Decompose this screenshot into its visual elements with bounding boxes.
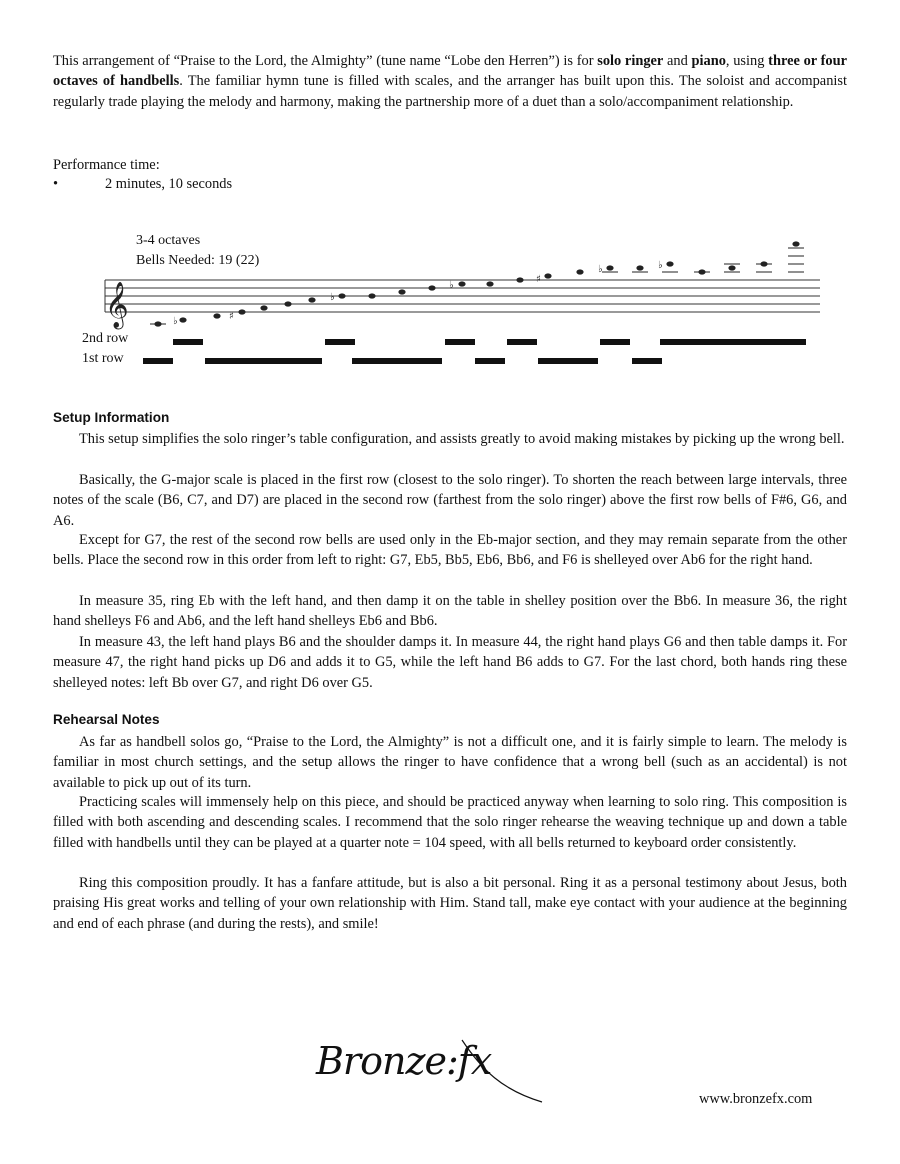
bell-chart	[80, 230, 820, 380]
logo-text: Bronze:fx	[316, 1039, 492, 1083]
rehearsal-paragraph-3: Ring this composition proudly. It has a fanfare attitude, but is also a bit personal. Ring it as a personal testimony about Jesus, both praising His great works and telling of your own relationship with Him. Stand tall, make eye contact with your audience at the beginning and end of each phrase (and during the rests), and smile!	[53, 875, 847, 932]
rehearsal-paragraph-1: As far as handbell solos go, “Praise to the Lord, the Almighty” is not a difficult one, and it is fairly simple to learn. The melody is familiar in most church settings, and the setup allows the ringer to have confidence that a wrong bell (such as an accidental) is not available to pick up out of its turn.	[53, 734, 847, 791]
bells-needed-label: Bells Needed: 19 (22)	[136, 253, 260, 268]
note	[792, 241, 799, 246]
website-url: www.bronzefx.com	[699, 1091, 813, 1107]
row2-bar	[445, 339, 475, 345]
intro-text-4: . The familiar hymn tune is filled with scales, and the arranger has built upon this. The soloist and accompanist regularly trade playing the melody and harmony, making the partnership more of a duet than a solo/accompaniment relationship.	[53, 73, 847, 110]
row2-bar	[600, 339, 630, 345]
note	[606, 265, 613, 270]
sharp-icon: ♯	[536, 274, 541, 285]
note	[576, 269, 583, 274]
row1-bar	[475, 358, 505, 364]
note	[260, 305, 267, 310]
setup-paragraph-3: Except for G7, the rest of the second row bells are used only in the Eb-major section, and they may remain separate from the other bells. Place the second row in this order from left to right: G7, Eb5, Bb5, Eb6, Bb6, and F6 is shelleyed over Ab6 for the right hand.	[53, 532, 847, 569]
row1-bar	[205, 358, 322, 364]
flat-icon: ♭	[173, 316, 178, 327]
flat-icon: ♭	[598, 264, 603, 275]
note	[179, 317, 186, 322]
row1-bar	[632, 358, 662, 364]
setup-paragraph-4: In measure 35, ring Eb with the left hand, and then damp it on the table in shelley position over the Bb6. In measure 36, the right hand shelleys F6 and Ab6, and the left hand shelleys Eb6 and Bb6.	[53, 593, 847, 630]
row2-bar	[660, 339, 806, 345]
note	[284, 301, 291, 306]
intro-text-1: This arrangement of “Praise to the Lord, the Almighty” (tune name “Lobe den Herren”) is for	[53, 53, 598, 69]
flat-icon: ♭	[330, 292, 335, 303]
row2-bar	[325, 339, 355, 345]
note	[368, 293, 375, 298]
note	[458, 281, 465, 286]
row2-bars	[173, 339, 806, 345]
intro-bold-octaves: three or four octaves of handbells	[53, 53, 847, 90]
performance-label: Performance time:	[53, 157, 160, 173]
note	[338, 293, 345, 298]
note	[213, 313, 220, 318]
row1-bar	[538, 358, 598, 364]
staff-diagram	[80, 230, 820, 380]
sharp-icon: ♯	[229, 311, 234, 322]
row2-bar	[507, 339, 537, 345]
row1-label: 1st row	[82, 351, 124, 366]
note	[398, 289, 405, 294]
bronzefx-logo	[312, 1030, 552, 1110]
flat-icon: ♭	[449, 280, 454, 291]
note	[308, 297, 315, 302]
row2-label: 2nd row	[82, 331, 129, 346]
note	[486, 281, 493, 286]
note	[728, 265, 735, 270]
performance-time: 2 minutes, 10 seconds	[105, 176, 233, 192]
row1-bars	[143, 358, 662, 364]
intro-bold-solo-ringer: solo ringer	[597, 53, 664, 69]
intro-text-2: and	[663, 53, 692, 69]
row1-bar	[143, 358, 173, 364]
intro-text-3: , using	[725, 53, 769, 69]
note	[238, 309, 245, 314]
note	[636, 265, 643, 270]
setup-paragraph-1: This setup simplifies the solo ringer’s table configuration, and assists greatly to avoid making mistakes by picking up the wrong bell.	[79, 431, 845, 447]
flat-icon: ♭	[658, 260, 663, 271]
intro-bold-piano: piano	[691, 53, 726, 69]
octaves-label: 3-4 octaves	[136, 233, 201, 248]
setup-paragraph-2: Basically, the G-major scale is placed in the first row (closest to the solo ringer). To shorten the reach between large intervals, three notes of the scale (B6, C7, and D7) are placed in the second row (farthest from the solo ringer) above the first row bells of F#6, G6, and A6.	[53, 472, 847, 529]
rehearsal-heading: Rehearsal Notes	[53, 712, 160, 727]
note	[428, 285, 435, 290]
note	[666, 261, 673, 266]
bullet-icon: •	[53, 176, 59, 192]
rehearsal-paragraph-2: Practicing scales will immensely help on this piece, and should be practiced anyway when learning to solo ring. This composition is filled with both ascending and descending scales. I recommend that the solo ringer rehearse the weaving technique up and down a table filled with handbells until they can be played at a quarter note = 104 speed, with all bells returned to keyboard order consistently.	[53, 794, 847, 851]
notes	[150, 241, 804, 327]
treble-clef-icon: 𝄞	[105, 282, 129, 328]
row1-bar	[352, 358, 442, 364]
note	[516, 277, 523, 282]
note	[544, 273, 551, 278]
setup-paragraph-5: In measure 43, the left hand plays B6 and the shoulder damps it. In measure 44, the right hand plays G6 and then table damps it. For measure 47, the right hand picks up D6 and adds it to G5, while the left hand B6 adds to G7. For the last chord, both hands ring these shelleyed notes: left Bb over G7, and right D6 over G5.	[53, 634, 847, 691]
setup-heading: Setup Information	[53, 410, 170, 425]
row2-bar	[173, 339, 203, 345]
performance-list-item	[53, 176, 453, 196]
intro-paragraph	[53, 51, 847, 112]
